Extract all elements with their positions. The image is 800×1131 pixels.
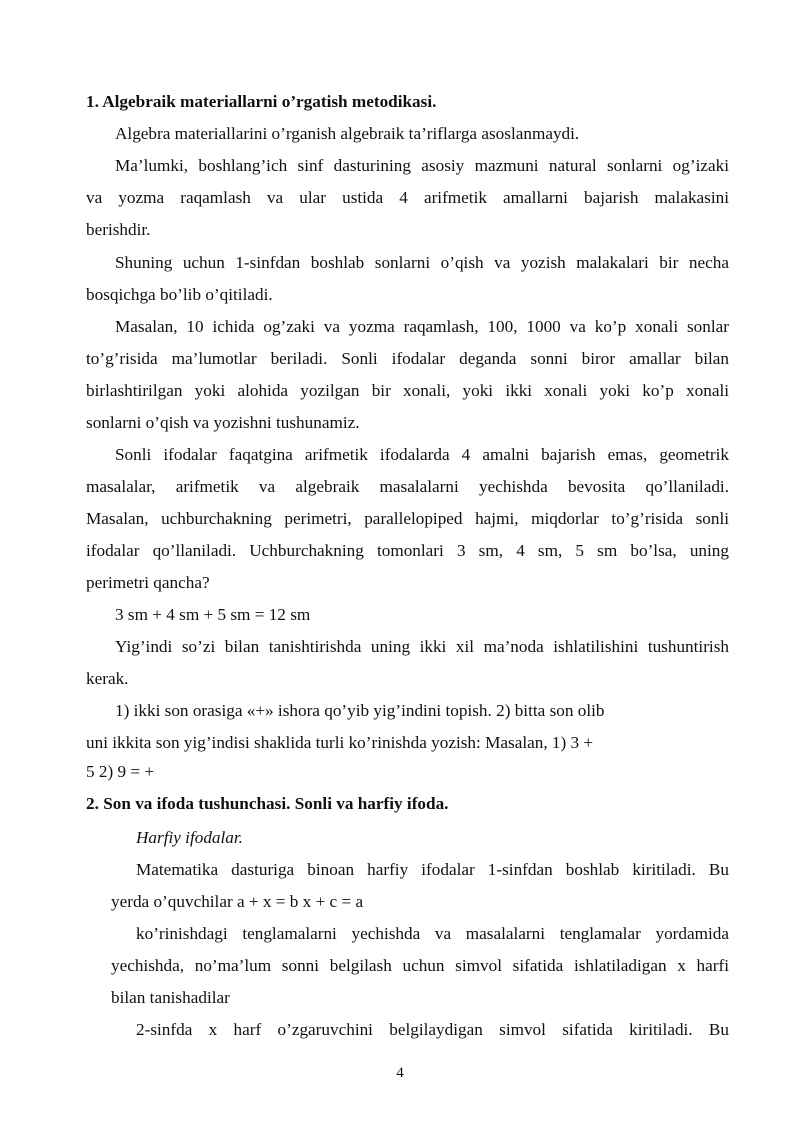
equation-line: 3 sm + 4 sm + 5 sm = 12 sm bbox=[115, 605, 311, 624]
paragraph-line: 5 2) 9 = + bbox=[86, 762, 155, 781]
section-heading-1: 1. Algebraik materiallarni o’rgatish metodikasi. bbox=[86, 92, 437, 111]
paragraph-line: bilan tanishadilar bbox=[111, 988, 230, 1007]
section-heading-2: 2. Son va ifoda tushunchasi. Sonli va harfiy ifoda. bbox=[86, 794, 449, 813]
page-number: 4 bbox=[396, 1065, 404, 1081]
paragraph-line: Yig’indi so’zi bilan tanishtirishda uning ikki xil ma’noda ishlatilishini tushuntirish bbox=[115, 637, 729, 656]
paragraph-line: Shuning uchun 1-sinfdan boshlab sonlarni o’qish va yozish malakalari bir necha bbox=[115, 253, 729, 272]
paragraph-line: Masalan, uchburchakning perimetri, parallelopiped hajmi, miqdorlar to’g’risida sonli bbox=[86, 509, 729, 528]
paragraph-line: Algebra materiallarini o’rganish algebraik ta’riflarga asoslanmaydi. bbox=[115, 124, 580, 143]
paragraph-line: 1) ikki son orasiga «+» ishora qo’yib yig’indini topish. 2) bitta son olib bbox=[115, 701, 605, 720]
subheading: Harfiy ifodalar. bbox=[136, 828, 243, 847]
paragraph-line: masalalar, arifmetik va algebraik masalalarni yechishda bevosita qo’llaniladi. bbox=[86, 477, 729, 496]
paragraph-line: yechishda, no’ma’lum sonni belgilash uchun simvol sifatida ishlatiladigan x harfi bbox=[111, 956, 729, 975]
paragraph-line: perimetri qancha? bbox=[86, 573, 210, 592]
paragraph-line: Sonli ifodalar faqatgina arifmetik ifodalarda 4 amalni bajarish emas, geometrik bbox=[115, 445, 729, 464]
paragraph-line: uni ikkita son yig’indisi shaklida turli ko’rinishda yozish: Masalan, 1) 3 + bbox=[86, 733, 594, 752]
paragraph-line: va yozma raqamlash va ular ustida 4 arifmetik amallarni bajarish malakasini bbox=[86, 188, 729, 207]
paragraph-line: Ma’lumki, boshlang’ich sinf dasturining asosiy mazmuni natural sonlarni og’izaki bbox=[115, 156, 729, 175]
paragraph-line: berishdir. bbox=[86, 220, 151, 239]
paragraph-line: bosqichga bo’lib o’qitiladi. bbox=[86, 285, 273, 304]
paragraph-line: 2-sinfda x harf o’zgaruvchini belgilaydigan simvol sifatida kiritiladi. Bu bbox=[136, 1020, 729, 1039]
paragraph-line: ifodalar qo’llaniladi. Uchburchakning tomonlari 3 sm, 4 sm, 5 sm bo’lsa, uning bbox=[86, 541, 729, 560]
paragraph-line: ko’rinishdagi tenglamalarni yechishda va masalalarni tenglamalar yordamida bbox=[136, 924, 729, 943]
paragraph-line: to’g’risida ma’lumotlar beriladi. Sonli ifodalar deganda sonni biror amallar bilan bbox=[86, 349, 729, 368]
paragraph-line: sonlarni o’qish va yozishni tushunamiz. bbox=[86, 413, 360, 432]
paragraph-line: yerda o’quvchilar a + x = b x + c = a bbox=[111, 892, 364, 911]
paragraph-line: birlashtirilgan yoki alohida yozilgan bir xonali, yoki ikki xonali yoki ko’p xonali bbox=[86, 381, 729, 400]
paragraph-line: kerak. bbox=[86, 669, 129, 688]
paragraph-line: Matematika dasturiga binoan harfiy ifodalar 1-sinfdan boshlab kiritiladi. Bu bbox=[136, 860, 729, 879]
paragraph-line: Masalan, 10 ichida og’zaki va yozma raqamlash, 100, 1000 va ko’p xonali sonlar bbox=[115, 317, 729, 336]
